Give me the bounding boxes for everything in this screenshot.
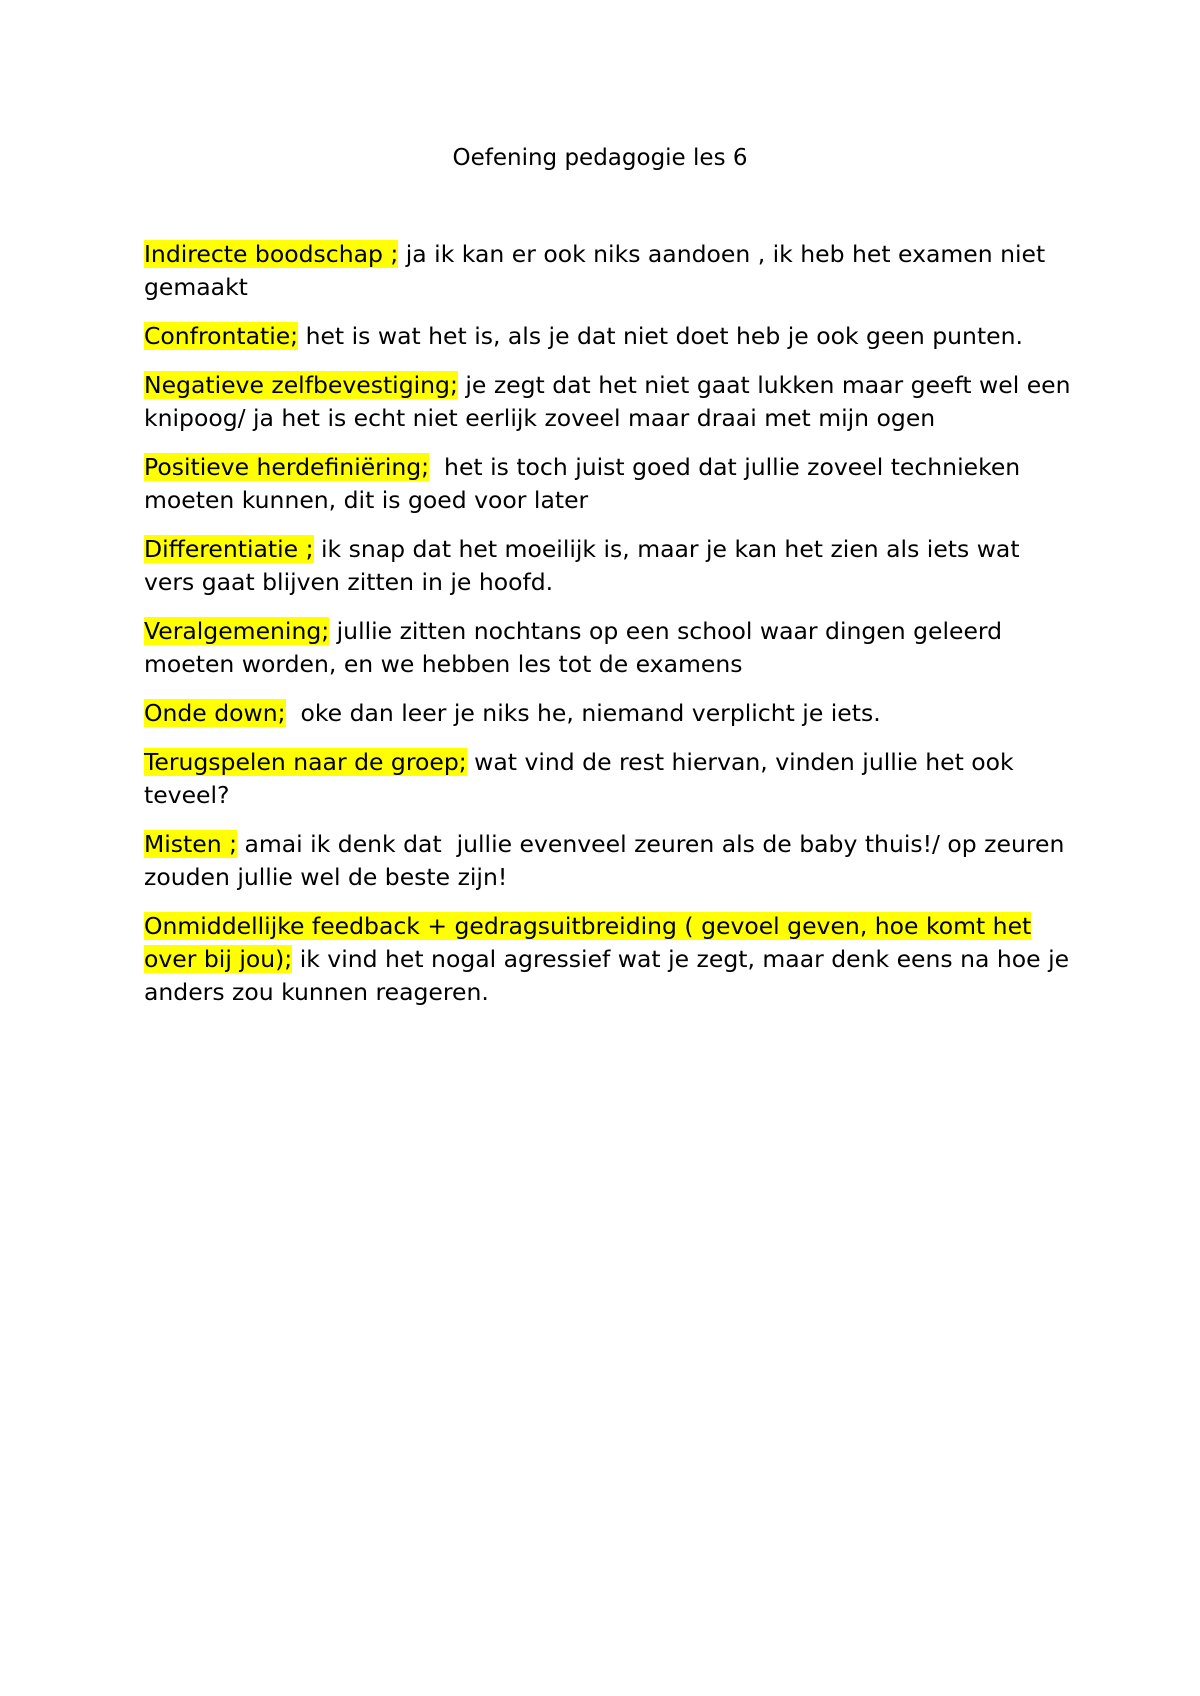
paragraph-onde-down <box>144 697 1074 730</box>
document-title: Oefening pedagogie les 6 <box>452 145 748 171</box>
paragraph-text: wat vind de rest hiervan, vinden jullie het ook teveel? <box>144 748 1014 809</box>
paragraph-text: het is toch juist goed dat jullie zoveel technieken moeten kunnen, dit is goed voor later <box>144 453 1028 514</box>
paragraph-text: oke dan leer je niks he, niemand verplicht je iets. <box>285 699 881 727</box>
highlighted-term: Differentiatie ; <box>144 535 314 563</box>
highlighted-term: Negatieve zelfbevestiging; <box>144 371 458 399</box>
paragraph-onmiddellijke-feedback <box>144 910 1074 1009</box>
paragraph-text: je zegt dat het niet gaat lukken maar geeft wel een knipoog/ ja het is echt niet eerlijk zoveel maar draai met mijn ogen <box>144 371 1071 432</box>
document-body <box>144 238 1074 1025</box>
paragraph-text: ja ik kan er ook niks aandoen , ik heb het examen niet gemaakt <box>144 240 1046 301</box>
paragraph-text: ik vind het nogal agressief wat je zegt, maar denk eens na hoe je anders zou kunnen reageren. <box>144 945 1070 1006</box>
paragraph-text: ik snap dat het moeilijk is, maar je kan het zien als iets wat vers gaat blijven zitten in je hoofd. <box>144 535 1020 596</box>
paragraph-misten <box>144 828 1074 894</box>
highlighted-term: Confrontatie; <box>144 322 299 350</box>
paragraph-differentiatie <box>144 533 1074 599</box>
paragraph-positieve-herdefiniering <box>144 451 1074 517</box>
paragraph-text: jullie zitten nochtans op een school waar dingen geleerd moeten worden, en we hebben les tot de examens <box>144 617 1003 678</box>
paragraph-negatieve-zelfbevestiging <box>144 369 1074 435</box>
highlighted-term: Indirecte boodschap ; <box>144 240 399 268</box>
paragraph-veralgemening <box>144 615 1074 681</box>
paragraph-terugspelen-naar-de-groep <box>144 746 1074 812</box>
paragraph-confrontatie <box>144 320 1074 353</box>
highlighted-term: Onmiddellijke feedback + gedragsuitbreiding ( gevoel geven, hoe komt het over bij jou); <box>144 912 1032 973</box>
highlighted-term: Terugspelen naar de groep; <box>144 748 467 776</box>
paragraph-indirecte-boodschap <box>144 238 1074 304</box>
highlighted-term: Veralgemening; <box>144 617 330 645</box>
highlighted-term: Onde down; <box>144 699 286 727</box>
paragraph-text: amai ik denk dat jullie evenveel zeuren als de baby thuis!/ op zeuren zouden jullie wel de beste zijn! <box>144 830 1072 891</box>
highlighted-term: Positieve herdefiniëring; <box>144 453 430 481</box>
paragraph-text: het is wat het is, als je dat niet doet heb je ook geen punten. <box>298 322 1023 350</box>
highlighted-term: Misten ; <box>144 830 238 858</box>
